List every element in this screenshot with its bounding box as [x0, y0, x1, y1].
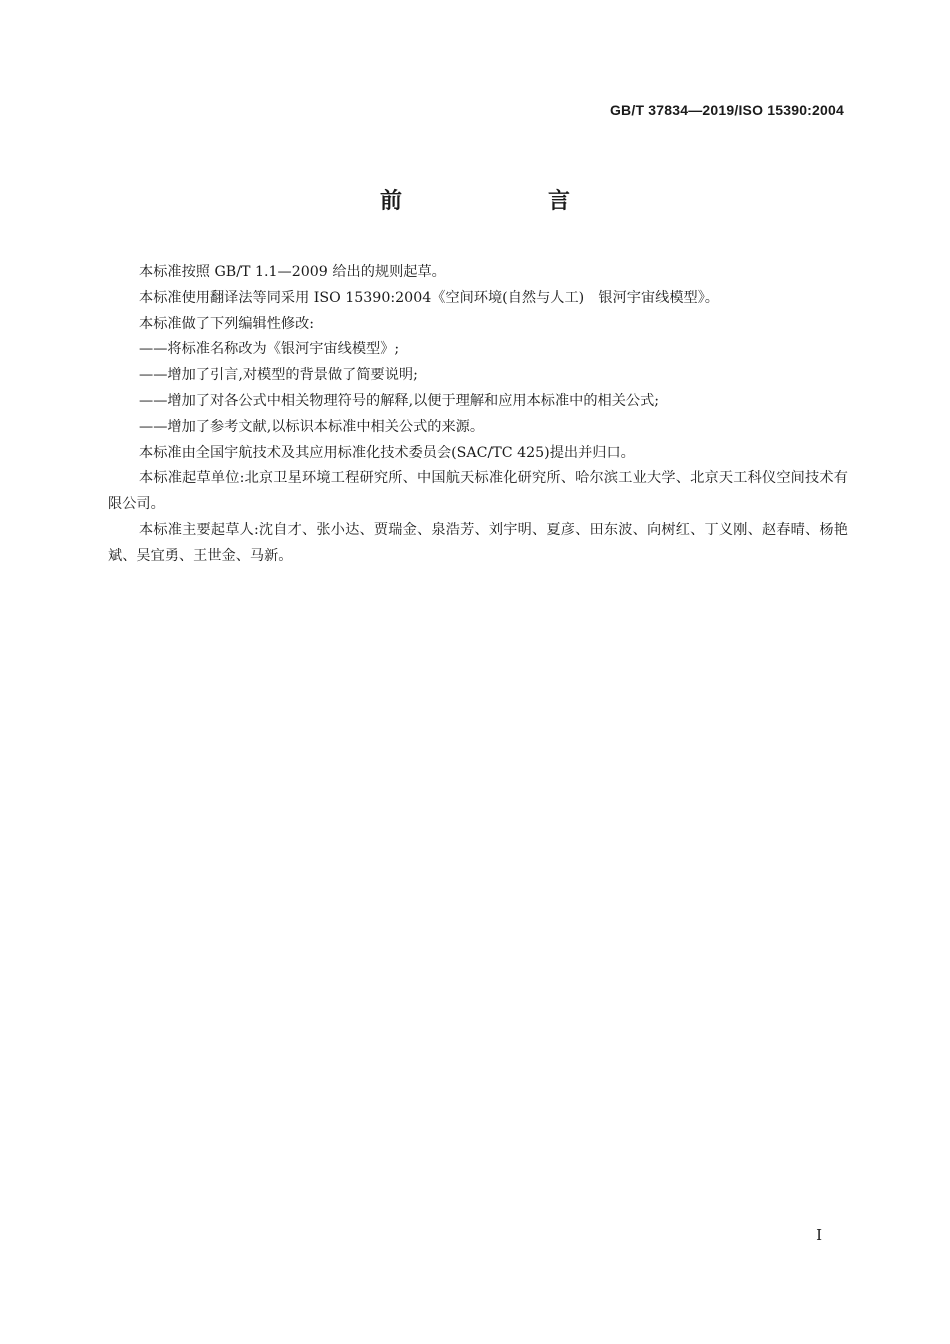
paragraph-edit-item: ——将标准名称改为《银河宇宙线模型》;: [139, 341, 400, 358]
page-number: I: [816, 1226, 822, 1244]
paragraph-edit-item: ——增加了引言,对模型的背景做了简要说明;: [139, 367, 418, 384]
page-title: 前 言: [379, 189, 632, 214]
paragraph-drafting-rules: 本标准按照 GB/T 1.1—2009 给出的规则起草。: [139, 264, 446, 280]
paragraph-proposer: 本标准由全国宇航技术及其应用标准化技术委员会(SAC/TC 425)提出并归口。: [139, 444, 635, 461]
paragraph-edits-intro: 本标准做了下列编辑性修改:: [139, 315, 315, 332]
standard-code: GB/T 37834—2019/ISO 15390:2004: [609, 102, 844, 118]
paragraph-drafting-units: 本标准起草单位:北京卫星环境工程研究所、中国航天标准化研究所、哈尔滨工业大学、北京天工科仪空间技术有限公司。: [108, 470, 848, 513]
foreword-body: [108, 260, 848, 570]
paragraph-drafters: 本标准主要起草人:沈自才、张小达、贾瑞金、泉浩芳、刘宇明、夏彦、田东波、向树红、丁义刚、赵春晴、杨艳斌、吴宜勇、王世金、马新。: [108, 521, 848, 564]
paragraph-edit-item: ——增加了对各公式中相关物理符号的解释,以便于理解和应用本标准中的相关公式;: [139, 392, 660, 409]
paragraph-adoption: 本标准使用翻译法等同采用 ISO 15390:2004《空间环境(自然与人工) 银河宇宙线模型》。: [139, 289, 719, 306]
paragraph-edit-item: ——增加了参考文献,以标识本标准中相关公式的来源。: [139, 418, 485, 435]
